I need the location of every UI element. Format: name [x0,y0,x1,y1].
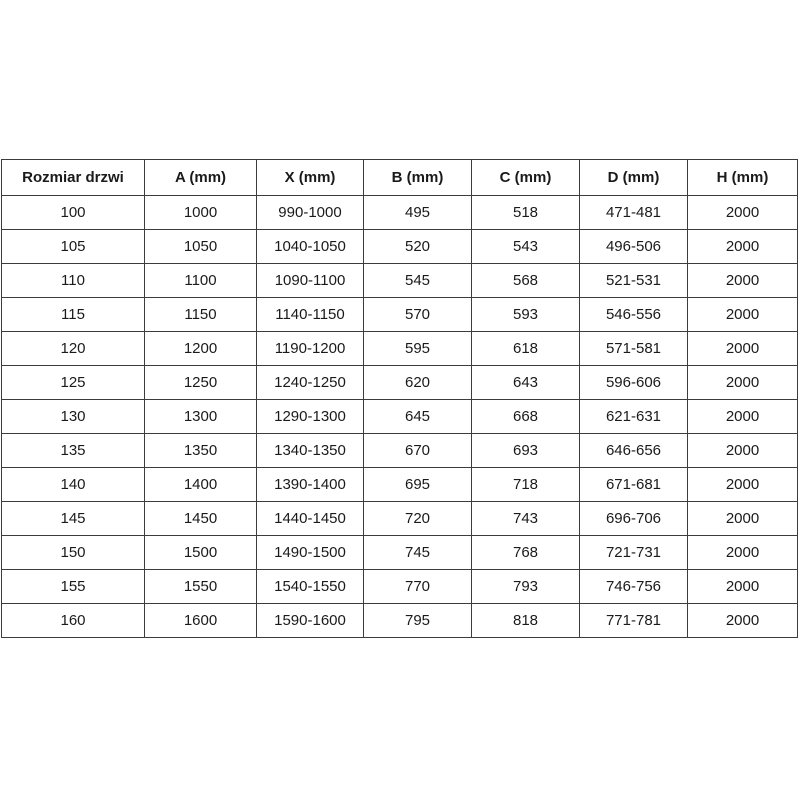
table-cell: 543 [472,230,580,264]
column-header: Rozmiar drzwi [2,160,145,196]
table-cell: 2000 [688,264,798,298]
table-cell: 1000 [145,196,257,230]
table-cell: 1450 [145,502,257,536]
table-cell: 520 [364,230,472,264]
table-cell: 110 [2,264,145,298]
table-cell: 2000 [688,366,798,400]
table-cell: 720 [364,502,472,536]
table-cell: 1400 [145,468,257,502]
table-cell: 120 [2,332,145,366]
table-cell: 1590-1600 [257,604,364,638]
table-cell: 1350 [145,434,257,468]
table-cell: 795 [364,604,472,638]
table-row [2,264,798,298]
table-cell: 596-606 [580,366,688,400]
table-row [2,230,798,264]
door-sizes-table [1,159,798,638]
table-cell: 1240-1250 [257,366,364,400]
table-cell: 521-531 [580,264,688,298]
table-cell: 155 [2,570,145,604]
table-row [2,434,798,468]
table-cell: 1440-1450 [257,502,364,536]
table-cell: 718 [472,468,580,502]
table-cell: 746-756 [580,570,688,604]
table-cell: 743 [472,502,580,536]
table-cell: 145 [2,502,145,536]
table-cell: 768 [472,536,580,570]
table-row [2,468,798,502]
table-cell: 1550 [145,570,257,604]
table-cell: 496-506 [580,230,688,264]
table-cell: 1250 [145,366,257,400]
table-cell: 105 [2,230,145,264]
table-cell: 2000 [688,434,798,468]
table-row [2,366,798,400]
table-cell: 770 [364,570,472,604]
table-cell: 570 [364,298,472,332]
table-cell: 646-656 [580,434,688,468]
table-cell: 595 [364,332,472,366]
table-cell: 140 [2,468,145,502]
table-cell: 990-1000 [257,196,364,230]
table-cell: 2000 [688,196,798,230]
table-row [2,536,798,570]
column-header: H (mm) [688,160,798,196]
table-cell: 135 [2,434,145,468]
table-cell: 100 [2,196,145,230]
table-cell: 745 [364,536,472,570]
table-cell: 546-556 [580,298,688,332]
table-cell: 2000 [688,400,798,434]
column-header: A (mm) [145,160,257,196]
table-cell: 2000 [688,570,798,604]
table-cell: 160 [2,604,145,638]
column-header: C (mm) [472,160,580,196]
table-cell: 2000 [688,604,798,638]
column-header: B (mm) [364,160,472,196]
table-cell: 670 [364,434,472,468]
table-cell: 2000 [688,536,798,570]
table-cell: 1040-1050 [257,230,364,264]
table-cell: 693 [472,434,580,468]
table-cell: 125 [2,366,145,400]
table-row [2,502,798,536]
column-header: X (mm) [257,160,364,196]
table-cell: 130 [2,400,145,434]
table-cell: 2000 [688,230,798,264]
table-cell: 568 [472,264,580,298]
table-cell: 1150 [145,298,257,332]
table-cell: 1100 [145,264,257,298]
table-cell: 668 [472,400,580,434]
table-row [2,298,798,332]
table-cell: 1290-1300 [257,400,364,434]
table-cell: 150 [2,536,145,570]
column-header: D (mm) [580,160,688,196]
table-cell: 1300 [145,400,257,434]
table-cell: 1490-1500 [257,536,364,570]
table-cell: 1140-1150 [257,298,364,332]
table-cell: 2000 [688,298,798,332]
table-cell: 1190-1200 [257,332,364,366]
table-row [2,604,798,638]
table-cell: 618 [472,332,580,366]
table-cell: 696-706 [580,502,688,536]
table-cell: 671-681 [580,468,688,502]
table-cell: 818 [472,604,580,638]
table-cell: 1540-1550 [257,570,364,604]
table-cell: 1200 [145,332,257,366]
table-row [2,332,798,366]
header-row [2,160,798,196]
table-body [2,196,798,638]
table-cell: 1090-1100 [257,264,364,298]
table-cell: 2000 [688,468,798,502]
table-cell: 645 [364,400,472,434]
table-row [2,570,798,604]
table-cell: 571-581 [580,332,688,366]
table-cell: 1050 [145,230,257,264]
table-cell: 115 [2,298,145,332]
table-cell: 495 [364,196,472,230]
table-row [2,400,798,434]
table-cell: 643 [472,366,580,400]
table-cell: 721-731 [580,536,688,570]
table-cell: 1500 [145,536,257,570]
table-cell: 1600 [145,604,257,638]
table-cell: 771-781 [580,604,688,638]
table-cell: 593 [472,298,580,332]
table-cell: 793 [472,570,580,604]
table-cell: 545 [364,264,472,298]
table-row [2,196,798,230]
table-cell: 1390-1400 [257,468,364,502]
table-cell: 1340-1350 [257,434,364,468]
table-cell: 620 [364,366,472,400]
table-cell: 2000 [688,502,798,536]
table-cell: 621-631 [580,400,688,434]
table-cell: 518 [472,196,580,230]
table-cell: 471-481 [580,196,688,230]
table-cell: 695 [364,468,472,502]
table-cell: 2000 [688,332,798,366]
